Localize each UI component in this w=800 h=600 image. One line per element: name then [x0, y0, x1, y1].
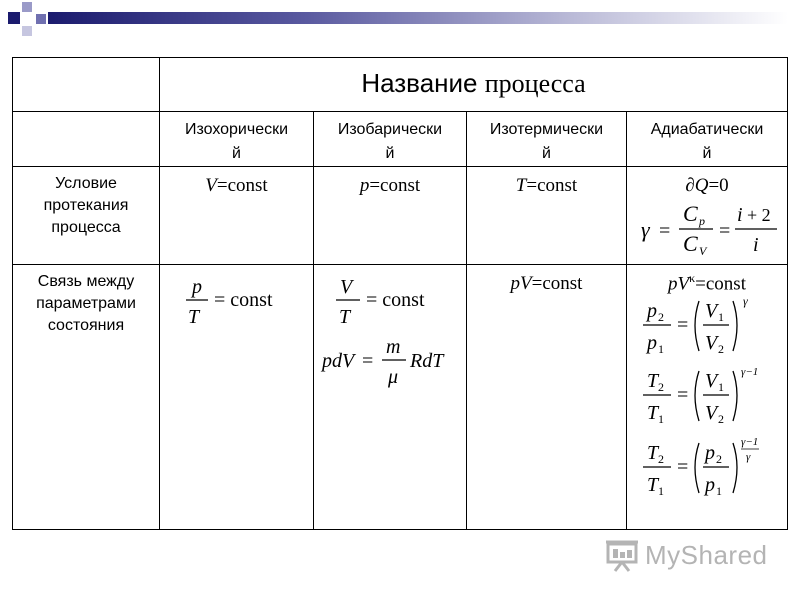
relation-isothermal — [467, 265, 627, 530]
svg-text:RdT: RdT — [410, 350, 444, 372]
svg-text:= const: = const — [214, 289, 273, 311]
row-header-line: Связь между — [37, 273, 135, 290]
formula-work — [318, 333, 468, 389]
svg-text:2: 2 — [658, 380, 664, 395]
svg-text:2: 2 — [718, 412, 724, 427]
svg-text:p: p — [192, 276, 202, 298]
corner-cell — [13, 58, 160, 112]
svg-text:p: p — [699, 214, 705, 228]
row-header-line: Условие — [55, 175, 117, 192]
svg-text:p: p — [705, 442, 715, 465]
col-header-line2: й — [232, 145, 241, 162]
svg-text:γ: γ — [641, 217, 650, 242]
svg-text:p: p — [705, 474, 715, 497]
svg-text:pdV: pdV — [322, 350, 355, 372]
relation-isobaric — [314, 265, 467, 530]
relation-rest: =const — [695, 273, 746, 295]
condition-adiabatic — [627, 167, 788, 265]
svg-text:=: = — [677, 314, 689, 337]
svg-text:μ: μ — [388, 366, 399, 388]
decor-square-dark — [8, 12, 20, 24]
col-header-line1: Изохорически — [184, 121, 289, 138]
svg-text:+ 2: + 2 — [747, 205, 771, 225]
svg-text:C: C — [683, 231, 698, 256]
svg-text:i: i — [753, 234, 759, 256]
svg-text:= const: = const — [366, 289, 425, 311]
svg-text:1: 1 — [718, 310, 724, 325]
col-header-isochoric — [160, 112, 314, 167]
row-header-line: протекания — [43, 197, 129, 214]
condition-isothermal — [467, 167, 627, 265]
col-header-line2: й — [542, 145, 551, 162]
row-header-line: процесса — [51, 219, 121, 236]
condition-variable: T — [515, 175, 527, 196]
decor-square-mid — [36, 14, 46, 24]
title-word-1: Название — [361, 68, 478, 98]
condition-rest: =const — [526, 175, 578, 196]
svg-text:V: V — [705, 402, 718, 425]
svg-text:1: 1 — [658, 412, 664, 427]
formula-p-over-t — [182, 273, 302, 329]
svg-text:p: p — [647, 300, 657, 323]
svg-text:1: 1 — [658, 484, 664, 499]
relation-isochoric — [160, 265, 314, 530]
col-header-isobaric — [314, 112, 467, 167]
relation-variable: pV — [510, 273, 532, 294]
svg-text:T: T — [647, 474, 659, 497]
svg-text:V: V — [705, 332, 718, 355]
svg-text:=: = — [659, 220, 671, 242]
condition-isochoric — [160, 167, 314, 265]
col-header-line2: й — [385, 145, 395, 162]
svg-text:T: T — [188, 306, 200, 328]
svg-text:=: = — [719, 220, 731, 242]
empty-header-cell — [13, 112, 160, 167]
col-header-isothermal — [467, 112, 627, 167]
svg-text:γ: γ — [743, 295, 748, 309]
presentation-board-icon — [605, 538, 641, 572]
col-header-adiabatic — [627, 112, 788, 167]
svg-text:=: = — [362, 350, 374, 372]
col-header-line1: Изотермически — [489, 121, 604, 138]
decor-square-small — [22, 26, 32, 36]
svg-text:2: 2 — [718, 342, 724, 357]
formula-v-over-t — [332, 273, 472, 329]
condition-variable: V — [205, 175, 217, 196]
relation-exponent: κ — [689, 271, 696, 285]
svg-text:T: T — [339, 306, 351, 328]
svg-text:1: 1 — [658, 342, 664, 357]
svg-text:T: T — [647, 442, 659, 465]
svg-text:2: 2 — [658, 452, 664, 467]
condition-rest: =const — [216, 175, 268, 196]
svg-text:2: 2 — [716, 452, 722, 467]
col-header-line2: й — [702, 145, 712, 162]
condition-isobaric — [314, 167, 467, 265]
col-header-line1: Адиабатически — [650, 121, 764, 138]
svg-text:γ−1: γ−1 — [741, 366, 759, 379]
svg-text:C: C — [683, 201, 698, 226]
svg-text:T: T — [647, 370, 659, 393]
col-header-line1: Изобарически — [337, 121, 443, 138]
svg-text:1: 1 — [718, 380, 724, 395]
logo-text: MyShared — [645, 539, 768, 570]
svg-text:T: T — [647, 402, 659, 425]
svg-text:V: V — [340, 276, 353, 298]
condition-rest: =const — [369, 175, 421, 196]
condition-variable: p — [359, 175, 370, 196]
process-table — [12, 57, 788, 530]
svg-text:V: V — [699, 244, 707, 258]
header-gradient-bar — [48, 12, 788, 24]
svg-text:1: 1 — [716, 484, 722, 499]
table-title-cell — [160, 58, 788, 112]
svg-text:2: 2 — [658, 310, 664, 325]
condition-variable: ∂Q — [685, 175, 709, 196]
condition-rest: =0 — [708, 175, 729, 196]
svg-text:p: p — [647, 332, 657, 355]
row-header-condition — [13, 167, 160, 265]
svg-text:V: V — [705, 370, 718, 393]
svg-text:i: i — [737, 204, 743, 226]
row-header-relation — [13, 265, 160, 530]
svg-text:γ−1: γ−1 — [741, 436, 759, 449]
myshared-logo — [605, 538, 768, 572]
svg-text:=: = — [677, 384, 689, 407]
relation-rest: =const — [531, 273, 583, 294]
svg-text:=: = — [677, 456, 689, 479]
title-word-2: процесса — [484, 69, 586, 98]
gamma-formula — [633, 197, 788, 259]
relation-variable: pV — [668, 273, 690, 295]
row-header-line: параметрами — [36, 295, 136, 312]
adiabatic-formulas — [641, 295, 791, 505]
row-header-line: состояния — [47, 317, 125, 334]
decor-square-light — [22, 2, 32, 12]
svg-text:V: V — [705, 300, 718, 323]
relation-adiabatic — [627, 265, 788, 530]
svg-text:m: m — [386, 336, 401, 358]
svg-text:γ: γ — [746, 451, 751, 464]
